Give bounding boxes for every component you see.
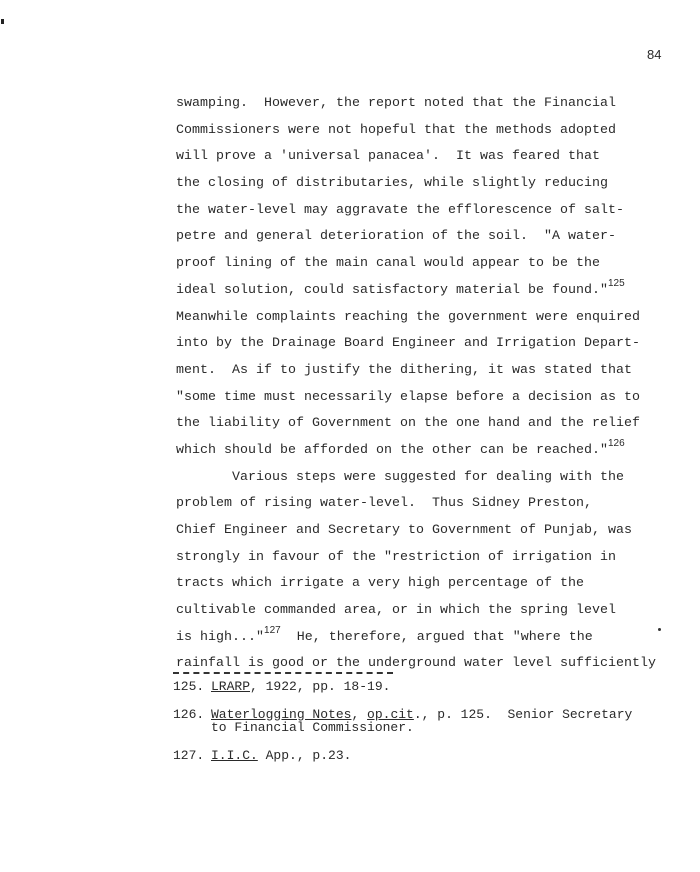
text-line	[176, 624, 696, 651]
text-line	[176, 437, 696, 464]
text-line: the liability of Government on the one hand and the relief	[176, 415, 640, 431]
stray-mark	[658, 628, 661, 631]
footnote-number: 127.	[173, 747, 205, 763]
footnote-sep: ,	[351, 706, 368, 722]
text-line	[176, 277, 696, 304]
text-line: into by the Drainage Board Engineer and Irrigation Depart-	[176, 335, 640, 351]
text-line: will prove a 'universal panacea'. It was feared that	[176, 148, 600, 164]
footnote-ref-127: 127	[264, 624, 281, 636]
body-text	[176, 90, 696, 677]
page-number: 84	[647, 47, 662, 62]
line-text: He, therefore, argued that "where the	[296, 628, 593, 644]
text-line: swamping. However, the report noted that the Financial	[176, 95, 616, 110]
text-line: Chief Engineer and Secretary to Government of Punjab, was	[176, 522, 632, 537]
footnote-text: , 1922, pp. 18-19.	[250, 679, 391, 694]
footnote-126	[173, 708, 632, 735]
line-text: which should be afforded on the other can be reached."	[176, 441, 608, 457]
footnote-text: ., p. 125. Senior Secretary	[413, 706, 633, 722]
text-line: "some time must necessarily elapse before a decision as to	[176, 388, 640, 404]
text-line: the water-level may aggravate the efflorescence of salt-	[176, 201, 624, 217]
footnote-number: 126.	[173, 706, 205, 722]
footnote-continuation: to Financial Commissioner.	[211, 720, 414, 735]
scan-mark	[1, 19, 4, 24]
text-line: Meanwhile complaints reaching the government were enquired	[176, 308, 640, 324]
text-line: strongly in favour of the "restriction of irrigation in	[176, 548, 616, 564]
footnote-number: 125.	[173, 679, 205, 694]
footnote-ref-126: 126	[607, 437, 625, 449]
text-line: rainfall is good or the underground water level sufficiently	[176, 655, 656, 671]
text-line: cultivable commanded area, or in which the spring level	[176, 602, 616, 618]
text-line: petre and general deterioration of the soil. "A water-	[176, 228, 616, 244]
footnote-127	[173, 749, 632, 763]
footnotes	[173, 680, 632, 776]
text-line: Commissioners were not hopeful that the methods adopted	[176, 121, 616, 137]
text-line: problem of rising water-level. Thus Sidney Preston,	[176, 495, 592, 511]
text-line: proof lining of the main canal would appear to be the	[176, 255, 600, 271]
text-line: tracts which irrigate a very high percentage of the	[176, 575, 584, 591]
text-line: ment. As if to justify the dithering, it was stated that	[176, 361, 632, 377]
text-line: the closing of distributaries, while slightly reducing	[176, 175, 608, 191]
footnote-title: Waterlogging Notes	[211, 706, 352, 722]
footnote-text: App., p.23.	[257, 747, 352, 763]
footnote-separator	[173, 672, 393, 674]
line-text: ideal solution, could satisfactory material be found."	[176, 281, 608, 297]
footnote-ref-125: 125	[607, 277, 625, 289]
footnote-125	[173, 680, 632, 694]
footnote-title: LRARP	[211, 679, 251, 694]
paragraph-start-line: Various steps were suggested for dealing with the	[232, 468, 624, 484]
footnote-title: I.I.C.	[211, 747, 258, 763]
footnote-title-2: op.cit	[367, 706, 414, 722]
line-text	[281, 629, 297, 644]
line-text: is high..."	[176, 628, 264, 644]
